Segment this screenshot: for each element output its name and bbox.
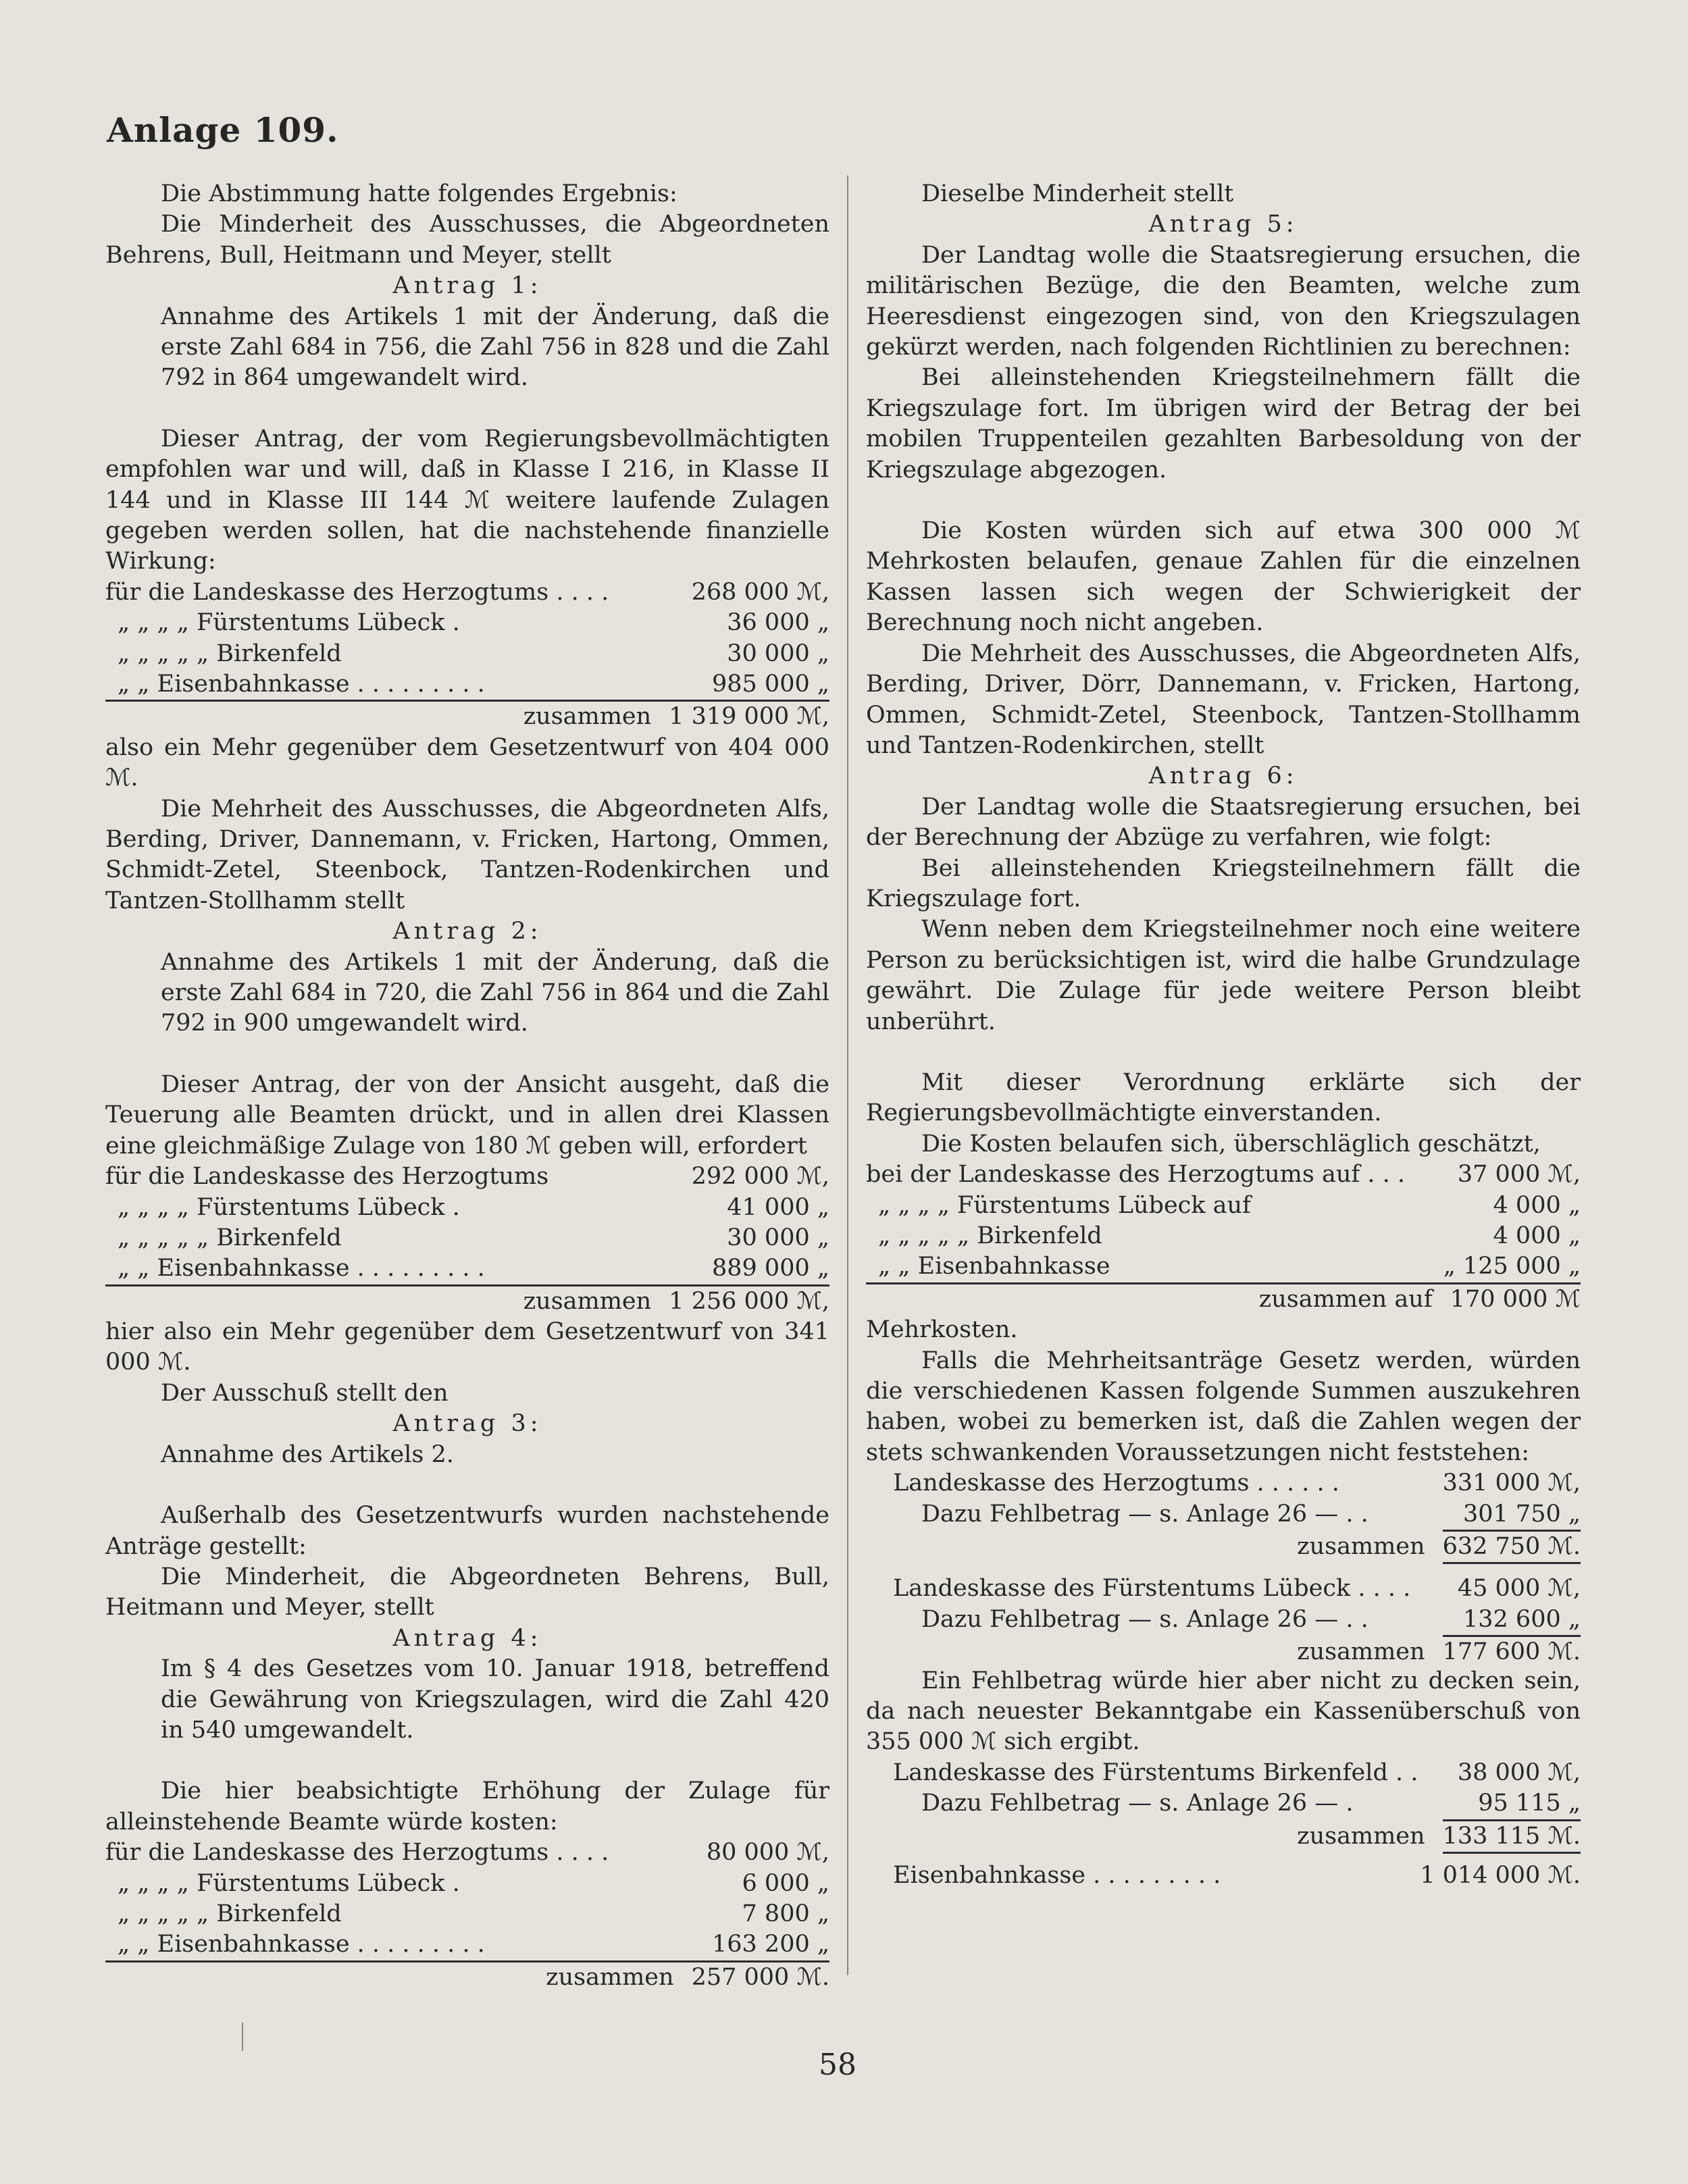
paragraph: Die Mehrheit des Ausschusses, die Abgeordneten Alfs, Berding, Driver, Dörr, Dannemann, v. Fricken, Hartong, Ommen, Schmidt-Zetel, Steenbock, Tantzen-Stollhamm und Tantzen-Rodenkirchen, stellt <box>866 640 1581 759</box>
row-amount: 4 000 „ <box>1493 1222 1581 1249</box>
table-row <box>105 577 829 608</box>
total-amount: 133 115 ℳ. <box>1443 1819 1581 1854</box>
row-label: für die Landeskasse des Herzogtums . . . . <box>105 578 609 606</box>
total-amount: 170 000 ℳ <box>1450 1285 1581 1313</box>
right-column <box>866 179 1581 1891</box>
row-label: „ „ Eisenbahnkasse . . . . . . . . . <box>118 1931 485 1958</box>
row-label: „ „ Eisenbahnkasse <box>878 1253 1110 1280</box>
total-label: zusammen auf <box>1258 1285 1433 1313</box>
motion-text: Der Landtag wolle die Staatsregierung ersuchen, bei der Berechnung der Abzüge zu verfahren, wie folgt: <box>866 793 1581 852</box>
table-row <box>866 1160 1581 1190</box>
row-amount: 1 014 000 ℳ. <box>1420 1861 1581 1889</box>
row-amount: 80 000 ℳ, <box>706 1839 829 1867</box>
row-label: „ „ „ „ Fürstentums Lübeck . <box>118 1193 460 1221</box>
total-row <box>866 1530 1581 1560</box>
motion-heading: Antrag 4: <box>392 1624 542 1652</box>
motion-heading: Antrag 6: <box>1148 762 1298 790</box>
table-row <box>866 1788 1581 1819</box>
motion-text: Im § 4 des Gesetzes vom 10. Januar 1918, betreffend die Gewährung von Kriegszulagen, wird die Zahl 420 in 540 umgewandelt. <box>161 1655 829 1744</box>
cost-table-1 <box>105 577 829 733</box>
table-row <box>105 1869 829 1899</box>
paragraph: Dieser Antrag, der von der Ansicht ausgeht, daß die Teuerung alle Beamten drückt, und in allen drei Klassen eine gleichmäßige Zulage von 180 ℳ geben will, erfordert <box>105 1070 829 1160</box>
table-row <box>866 1861 1581 1891</box>
row-amount: 163 200 „ <box>712 1931 829 1958</box>
row-amount: 889 000 „ <box>712 1255 829 1282</box>
motion-heading: Antrag 2: <box>392 918 542 945</box>
total-label: zusammen <box>1297 1822 1425 1850</box>
paragraph: Dieselbe Minderheit stellt <box>921 180 1234 207</box>
row-label: „ „ Eisenbahnkasse . . . . . . . . . <box>118 1255 485 1282</box>
row-amount: 6 000 „ <box>742 1869 829 1897</box>
table-row <box>866 1605 1581 1635</box>
paragraph: Der Ausschuß stellt den <box>161 1379 449 1407</box>
table-row <box>105 1929 829 1962</box>
table-row <box>105 1223 829 1253</box>
table-row <box>105 608 829 638</box>
left-column <box>105 179 829 1993</box>
total-amount: 1 256 000 ℳ, <box>669 1287 829 1315</box>
cost-table-2 <box>105 1162 829 1317</box>
motion-heading: Antrag 1: <box>392 272 542 300</box>
table-row <box>866 1221 1581 1251</box>
motion-text: Der Landtag wolle die Staatsregierung ersuchen, die militärischen Bezüge, die den Beamten, welche zum Heeresdienst eingezogen sind, von den Kriegszulagen gekürzt werden, nach folgenden Richtlinien zu berechnen: <box>866 241 1581 361</box>
motion-heading: Antrag 5: <box>1148 211 1298 238</box>
motion-text: Annahme des Artikels 1 mit der Änderung, daß die erste Zahl 684 in 756, die Zahl 756 in 828 und die Zahl 792 in 864 umgewandelt wird. <box>161 303 829 392</box>
row-label: „ „ „ „ „ Birkenfeld <box>118 1900 342 1927</box>
row-amount: 331 000 ℳ, <box>1442 1470 1581 1497</box>
total-amount: 632 750 ℳ. <box>1443 1530 1581 1564</box>
row-label: Eisenbahnkasse . . . . . . . . . <box>893 1861 1221 1889</box>
table-row <box>105 639 829 669</box>
cost-table-4 <box>866 1160 1581 1315</box>
row-label: Dazu Fehlbetrag — s. Anlage 26 — . . <box>921 1500 1369 1528</box>
row-label: „ „ Eisenbahnkasse . . . . . . . . . <box>118 671 485 698</box>
paragraph: Ein Fehlbetrag würde hier aber nicht zu decken sein, da nach neuester Bekanntgabe ein Kassenüberschuß von 355 000 ℳ sich ergibt. <box>866 1667 1581 1756</box>
paragraph: Die Abstimmung hatte folgendes Ergebnis: <box>161 180 677 207</box>
total-row <box>105 702 829 732</box>
row-label: Landeskasse des Fürstentums Birkenfeld . . <box>893 1759 1418 1786</box>
table-row <box>105 1899 829 1929</box>
table-row <box>866 1499 1581 1530</box>
sum-table-3 <box>866 1758 1581 1850</box>
paragraph: also ein Mehr gegenüber dem Gesetzentwurf von 404 000 ℳ. <box>105 733 829 792</box>
motion-text: Annahme des Artikels 1 mit der Änderung, daß die erste Zahl 684 in 720, die Zahl 756 in 864 und die Zahl 792 in 900 umgewandelt wird. <box>161 948 829 1037</box>
row-label: Dazu Fehlbetrag — s. Anlage 26 — . . <box>921 1605 1369 1633</box>
row-amount: 292 000 ℳ, <box>691 1163 829 1191</box>
row-label: für die Landeskasse des Herzogtums <box>105 1163 549 1191</box>
total-label: zusammen <box>1297 1532 1425 1560</box>
table-row <box>866 1251 1581 1284</box>
row-label: Landeskasse des Fürstentums Lübeck . . . . <box>893 1575 1411 1603</box>
row-amount: 37 000 ℳ, <box>1457 1161 1581 1189</box>
table-row <box>105 1162 829 1192</box>
total-row <box>866 1635 1581 1665</box>
row-amount: 36 000 „ <box>727 609 829 637</box>
total-row <box>105 1962 829 1993</box>
row-amount: 132 600 „ <box>1463 1605 1581 1633</box>
motion-heading: Antrag 3: <box>392 1410 542 1438</box>
total-amount: 257 000 ℳ. <box>691 1963 829 1991</box>
row-amount: 95 115 „ <box>1478 1790 1581 1817</box>
row-amount: 30 000 „ <box>727 640 829 667</box>
row-label: „ „ „ „ „ Birkenfeld <box>878 1222 1102 1249</box>
total-row <box>866 1819 1581 1850</box>
row-label: Dazu Fehlbetrag — s. Anlage 26 — . <box>921 1790 1354 1817</box>
table-row <box>866 1468 1581 1499</box>
paragraph: Dieser Antrag, der vom Regierungsbevollmächtigten empfohlen war und will, daß in Klasse I 216, in Klasse II 144 und in Klasse III 144 ℳ weitere laufende Zulagen gegeben werden sollen, hat die nachstehende finanzielle Wirkung: <box>105 425 829 575</box>
table-row <box>866 1191 1581 1221</box>
table-row <box>866 1758 1581 1788</box>
row-amount: 41 000 „ <box>727 1193 829 1221</box>
paragraph: Mit dieser Verordnung erklärte sich der Regierungsbevollmächtigte einverstanden. <box>866 1068 1581 1127</box>
row-amount: 301 750 „ <box>1463 1500 1581 1528</box>
margin-stub <box>242 2023 243 2051</box>
row-label: „ „ „ „ Fürstentums Lübeck . <box>118 1869 460 1897</box>
motion-text: Bei alleinstehenden Kriegsteilnehmern fällt die Kriegszulage fort. <box>866 854 1581 912</box>
column-divider <box>847 176 848 1975</box>
paragraph: Die Minderheit des Ausschusses, die Abgeordneten Behrens, Bull, Heitmann und Meyer, stellt <box>105 211 829 269</box>
total-row <box>866 1284 1581 1315</box>
sum-table-2 <box>866 1574 1581 1665</box>
paragraph: hier also ein Mehr gegenüber dem Gesetzentwurf von 341 000 ℳ. <box>105 1318 829 1376</box>
row-amount: 7 800 „ <box>742 1900 829 1927</box>
total-label: zusammen <box>1297 1638 1425 1666</box>
table-row <box>105 1193 829 1223</box>
row-label: bei der Landeskasse des Herzogtums auf . . . <box>866 1161 1406 1189</box>
table-row <box>105 669 829 702</box>
row-amount: 38 000 ℳ, <box>1457 1759 1581 1786</box>
total-label: zusammen <box>546 1963 674 1991</box>
row-label: Landeskasse des Herzogtums . . . . . . <box>893 1470 1339 1497</box>
motion-text: Wenn neben dem Kriegsteilnehmer noch eine weitere Person zu berücksichtigen ist, wird die halbe Grundzulage gewährt. Die Zulage für jede weitere Person bleibt unberührt. <box>866 916 1581 1035</box>
page-title: Anlage 109. <box>107 110 339 150</box>
paragraph: Die Minderheit, die Abgeordneten Behrens, Bull, Heitmann und Meyer, stellt <box>105 1563 829 1621</box>
row-amount: 45 000 ℳ, <box>1457 1575 1581 1603</box>
table-row <box>105 1838 829 1868</box>
motion-text: Annahme des Artikels 2. <box>161 1440 454 1468</box>
paragraph: Mehrkosten. <box>866 1316 1018 1344</box>
row-amount: 4 000 „ <box>1493 1191 1581 1219</box>
paragraph: Falls die Mehrheitsanträge Gesetz werden, würden die verschiedenen Kassen folgende Summen auszukehren haben, wobei zu bemerken ist, daß die Zahlen wegen der stets schwankenden Voraussetzungen nicht feststehen: <box>866 1347 1581 1466</box>
paragraph: Außerhalb des Gesetzentwurfs wurden nachstehende Anträge gestellt: <box>105 1502 829 1560</box>
row-amount: 268 000 ℳ, <box>691 578 829 606</box>
page-number: 58 <box>819 2048 856 2082</box>
row-amount: 985 000 „ <box>712 671 829 698</box>
sum-table-1 <box>866 1468 1581 1560</box>
row-amount: „ 125 000 „ <box>1443 1253 1581 1280</box>
paragraph: Die Kosten belaufen sich, überschläglich geschätzt, <box>921 1130 1541 1158</box>
row-amount: 30 000 „ <box>727 1224 829 1251</box>
row-label: für die Landeskasse des Herzogtums . . . . <box>105 1839 609 1867</box>
row-label: „ „ „ „ Fürstentums Lübeck auf <box>878 1191 1251 1219</box>
paragraph: Die Kosten würden sich auf etwa 300 000 ℳ Mehrkosten belaufen, genaue Zahlen für die einzelnen Kassen lassen sich wegen der Schwierigkeit der Berechnung noch nicht angeben. <box>866 517 1581 637</box>
table-row <box>105 1253 829 1286</box>
total-row <box>105 1286 829 1317</box>
paragraph: Die hier beabsichtigte Erhöhung der Zulage für alleinstehende Beamte würde kosten: <box>105 1777 829 1836</box>
motion-text: Bei alleinstehenden Kriegsteilnehmern fällt die Kriegszulage fort. Im übrigen wird der Betrag der bei mobilen Truppenteilen gezahlten Barbesoldung von der Kriegszulage abgezogen. <box>866 364 1581 484</box>
row-label: „ „ „ „ Fürstentums Lübeck . <box>118 609 460 637</box>
total-amount: 177 600 ℳ. <box>1443 1635 1581 1667</box>
paragraph: Die Mehrheit des Ausschusses, die Abgeordneten Alfs, Berding, Driver, Dannemann, v. Fricken, Hartong, Ommen, Schmidt-Zetel, Steenbock, Tantzen-Rodenkirchen und Tantzen-Stollhamm stellt <box>105 795 829 914</box>
row-label: „ „ „ „ „ Birkenfeld <box>118 640 342 667</box>
total-amount: 1 319 000 ℳ, <box>669 703 829 731</box>
table-row <box>866 1574 1581 1604</box>
total-label: zusammen <box>523 1287 652 1315</box>
row-label: „ „ „ „ „ Birkenfeld <box>118 1224 342 1251</box>
total-label: zusammen <box>523 703 652 731</box>
cost-table-3 <box>105 1838 829 1993</box>
